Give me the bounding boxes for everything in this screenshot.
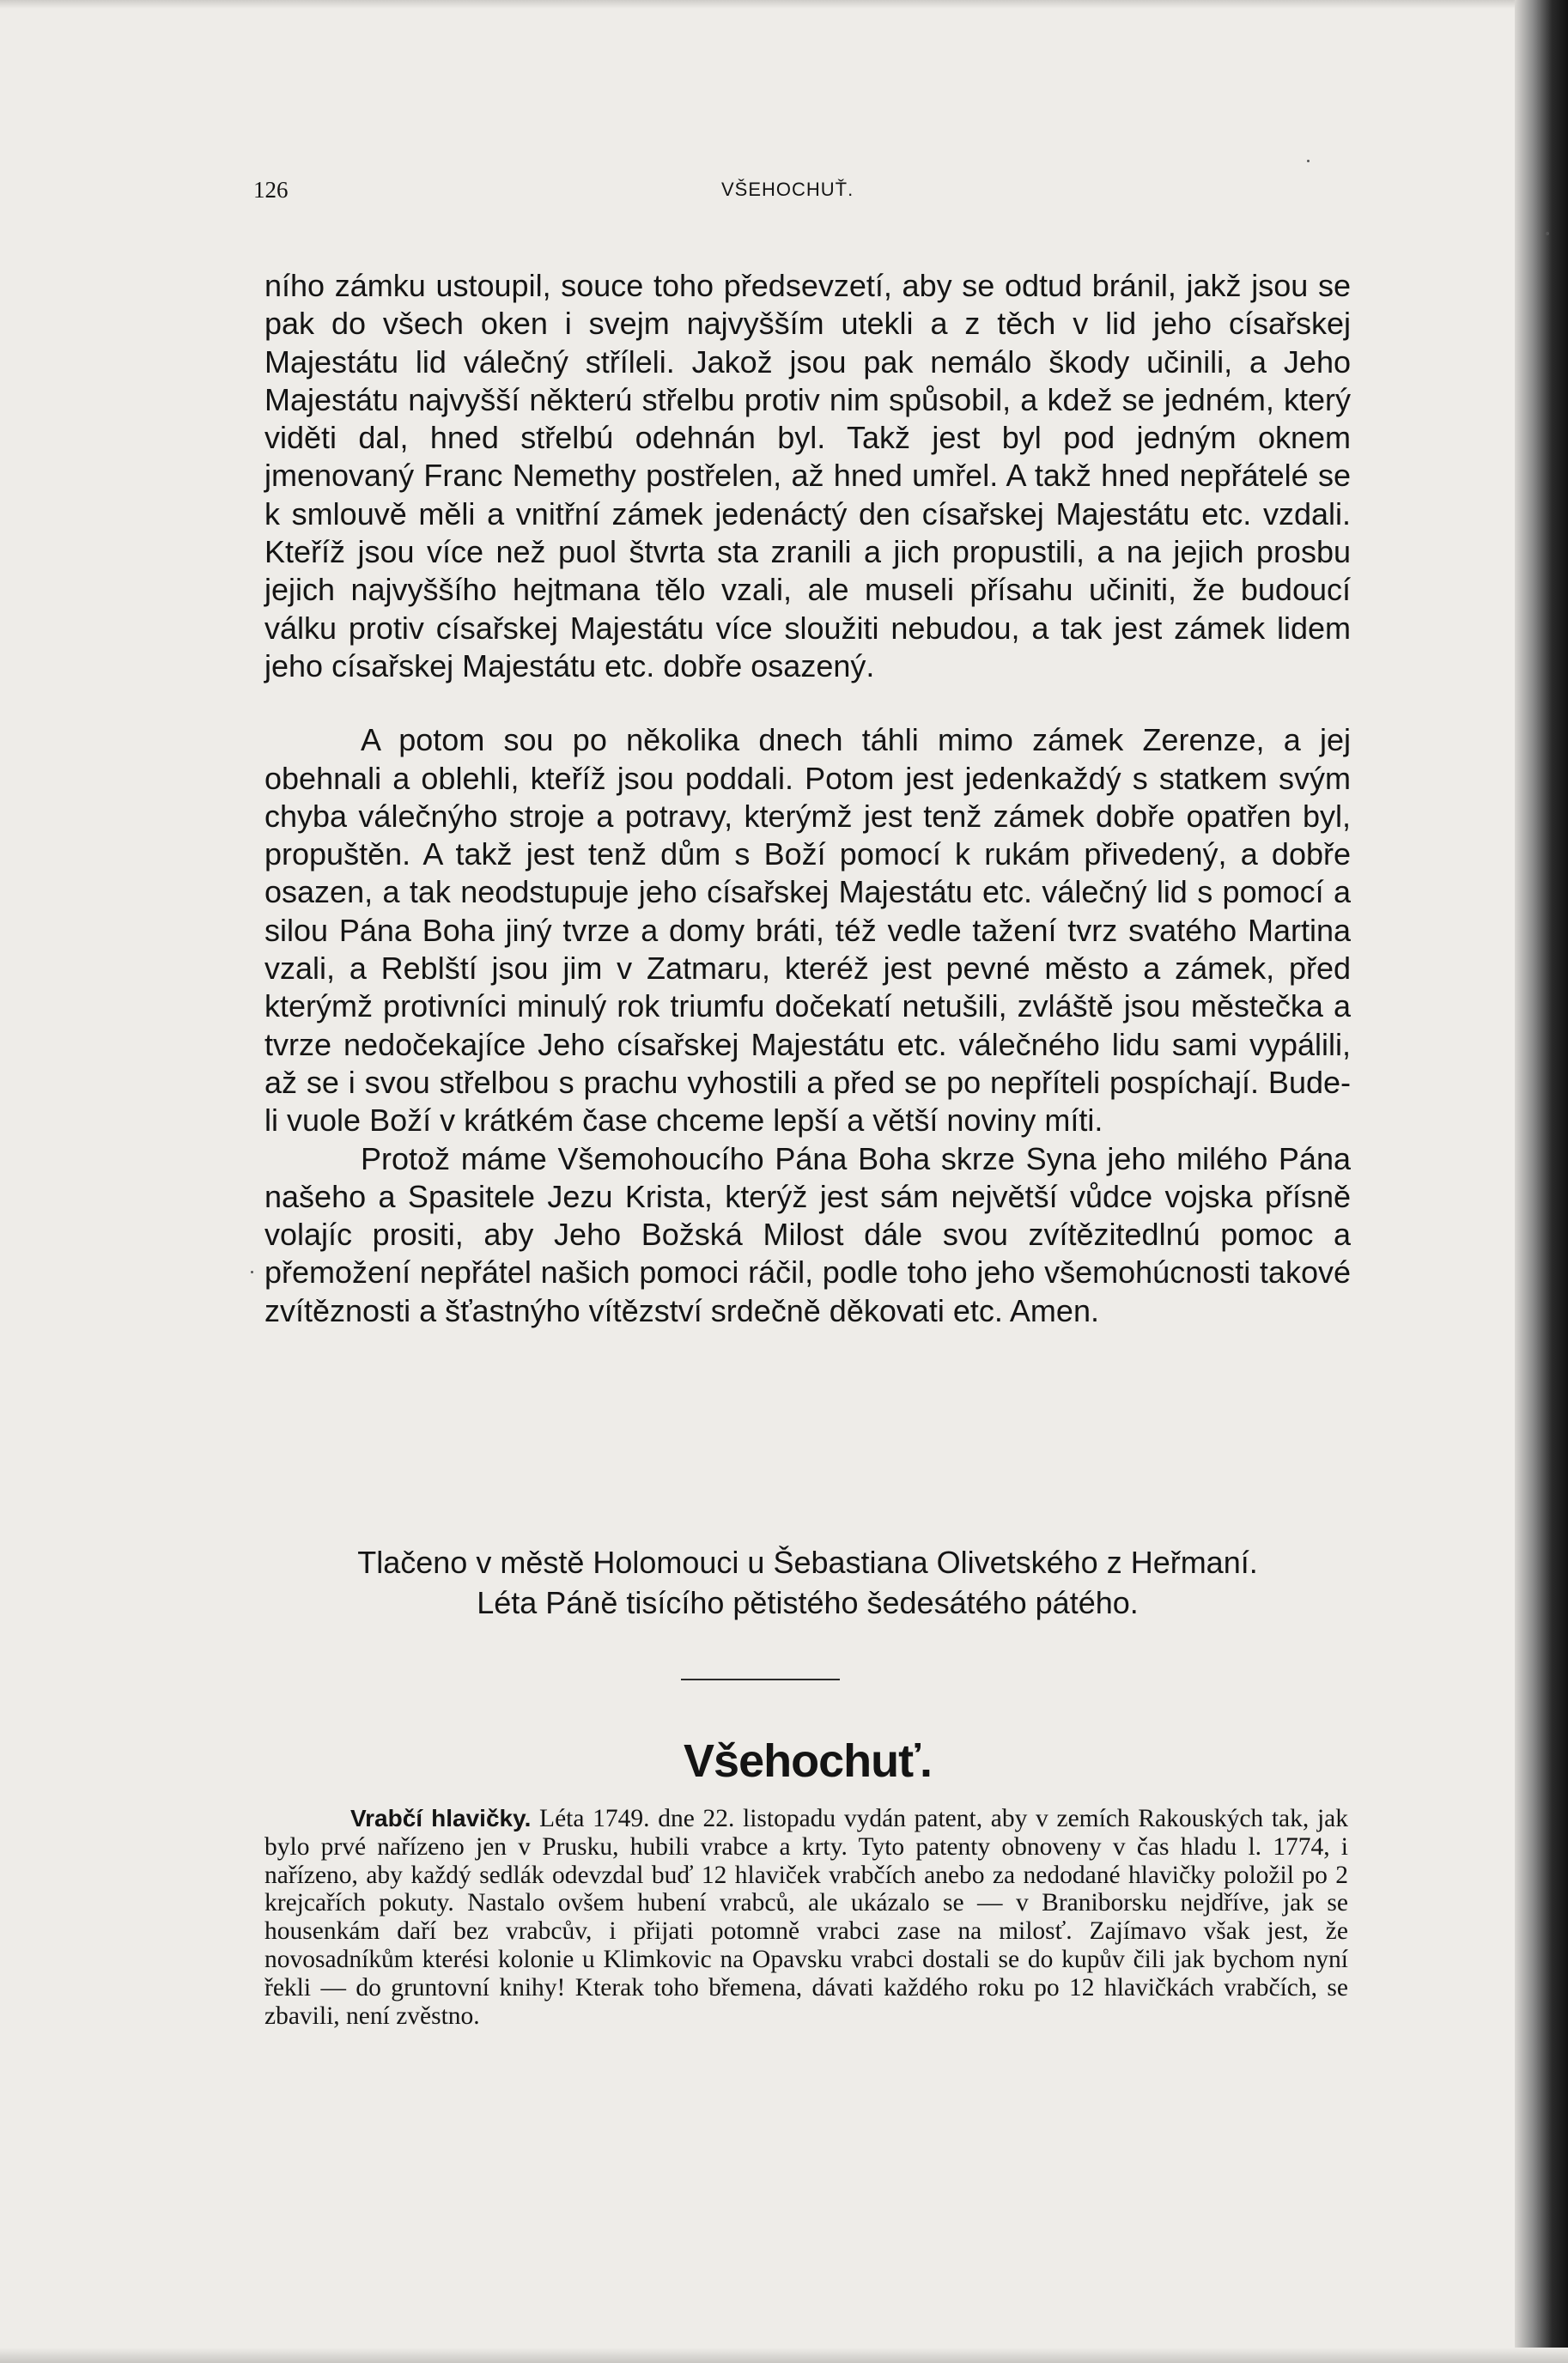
entry-run-in-heading: Vrabčí hlavičky. xyxy=(350,1805,532,1831)
section-divider xyxy=(681,1679,840,1680)
page-header xyxy=(253,177,1352,211)
paper-speck xyxy=(1307,160,1310,162)
binding-shadow xyxy=(1515,0,1568,2363)
imprint-line-1: Tlačeno v městě Holomouci u Šebastiana Olivetského z Heřmaní. xyxy=(357,1545,1258,1580)
printer-imprint xyxy=(264,1542,1351,1623)
page-top-edge xyxy=(0,0,1568,9)
paragraph-1: ního zámku ustoupil, souce toho předsevzetí, aby se odtud bránil, jakž jsou se pak do všech oken i svejm najvyšším utekli a z těch v lid jeho císařskej Majestátu lid válečný stříleli. Jakož jsou pak nemálo škody učinili, a Jeho Majestátu najvyšší některú střelbu protiv nim spůsobil, a kdež se jedném, který viděti dal, hned střelbú odehnán byl. Takž jest byl pod jedným oknem jmenovaný Franc Nemethy postřelen, až hned umřel. A takž hned nepřátelé se k smlouvě měli a vnitřní zámek jedenáctý den císařskej Majestátu etc. vzdali. Kteříž jsou více než puol štvrta sta zranili a jich propustili, a na jejich prosbu jejich najvyššího hejtmana tělo vzali, ale museli přísahu učiniti, že budoucí válku protiv císařskej Majestátu více sloužiti nebudou, a tak jest zámek lidem jeho císařskej Majestátu etc. dobře osazený. xyxy=(264,268,1351,683)
running-head: VŠEHOCHUŤ. xyxy=(721,179,854,200)
body-text xyxy=(264,267,1351,1330)
paragraph-3: Protož máme Všemohoucího Pána Boha skrze Syna jeho milého Pána našeho a Spasitele Jezu Krista, kterýž jest sám největší vůdce vojska přísně volajíc prositi, aby Jeho Božská Milost dále svou zvítězitedlnú pomoc a přemožení nepřátel našich pomoci ráčil, podle toho jeho všemohúcnosti takové zvítěznosti a šťastnýho vítězství srdečně děkovati etc. Amen. xyxy=(264,1140,1351,1328)
imprint-line-2: Léta Páně tisícího pětistého šedesátého pátého. xyxy=(477,1585,1139,1620)
entry-text: Léta 1749. dne 22. listopadu vydán patent, aby v zemích Rakouských tak, jak bylo prvé nařízeno jen v Prusku, hubili vrabce a krty. Tyto patenty obnoveny v čas hladu l. 1774, i nařízeno, aby každý sedlák odevzdal buď 12 hlaviček vrabčích anebo za nedodané hlavičky položil po 2 krejcařích pokuty. Nastalo ovšem hubení vrabců, ale ukázalo se — v Braniborsku nejdříve, jak se housenkám daří bez vrabcův, i přijati potomně vrabci zase na milosť. Zajímavo však jest, že novosadníkům kterési kolonie u Klimkovic na Opavsku vrabci dostali se do kupův čili jak bychom nyní řekli — do gruntovní knihy! Kterak toho břemena, dávati každého roku po 12 hlavičkách vrabčích, se zbavili, není zvěstno. xyxy=(264,1805,1348,2030)
paper-speck xyxy=(1546,232,1549,235)
page-bottom-edge xyxy=(0,2348,1568,2363)
page-number: 126 xyxy=(253,177,289,203)
section-entry xyxy=(264,1805,1348,2030)
paragraph-2: A potom sou po několika dnech táhli mimo zámek Zerenze, a jej obehnali a oblehli, kteříž jsou poddali. Potom jest jedenkaždý s statkem svým chyba válečnýho stroje a potravy, kterýmž jest tenž zámek dobře opatřen byl, propuštěn. A takž jest tenž dům s Boží pomocí k rukám přivedený, a dobře osazen, a tak neodstupuje jeho císařskej Majestátu etc. válečný lid s pomocí a silou Pána Boha jiný tvrze a domy bráti, též vedle tažení tvrz svatého Martina vzali, a Reblští jsou jim v Zatmaru, kteréž jest pevné město a zámek, před kterýmž protivníci minulý rok triumfu dočekatí netušili, zvláště jsou městečka a tvrze nedočekajíce Jeho císařskej Majestátu etc. válečného lidu sami vypálili, až se i svou střelbou s prachu vyhostili a před se po nepříteli pospíchají. Bude-li vuole Boží v krátkém čase chceme lepší a větší noviny míti. xyxy=(264,722,1351,1139)
paper-speck xyxy=(251,1271,253,1273)
entry-paragraph xyxy=(264,1805,1348,2030)
section-title: Všehochuť. xyxy=(684,1735,932,1787)
